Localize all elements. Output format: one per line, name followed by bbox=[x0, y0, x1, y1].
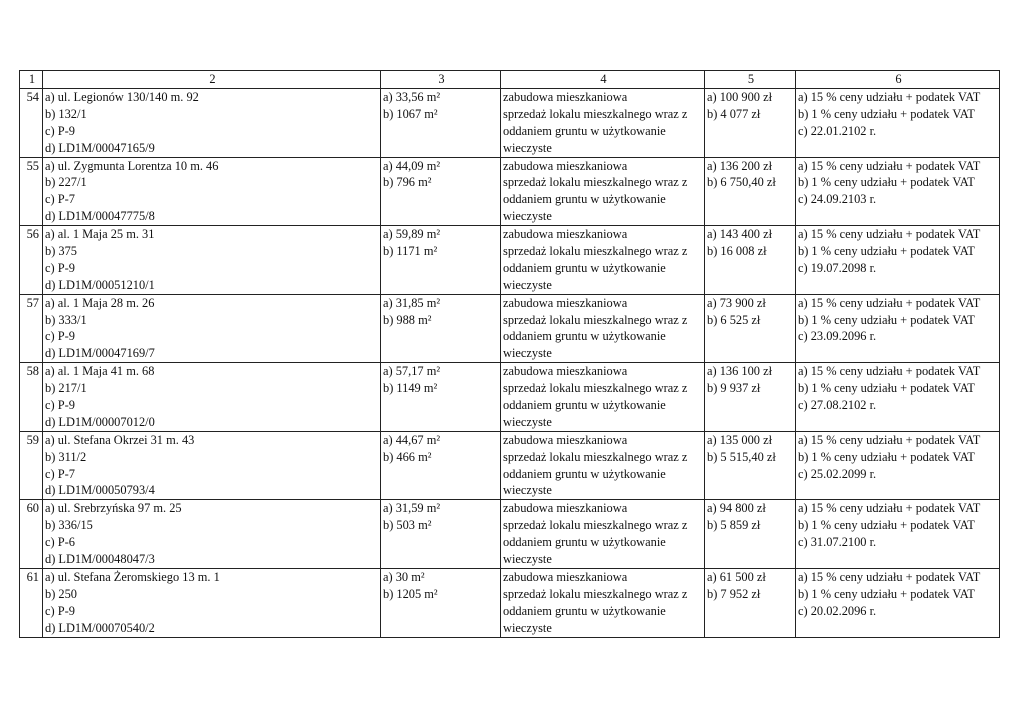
address-cell bbox=[43, 500, 381, 569]
header-col-6: 6 bbox=[796, 71, 1000, 89]
address-line: d) LD1M/00070540/2 bbox=[45, 620, 155, 635]
purpose-line: wieczyste bbox=[503, 346, 552, 361]
address-cell bbox=[43, 363, 381, 432]
area-line: a) 31,59 m² bbox=[383, 501, 441, 516]
terms-line: b) 1 % ceny udziału + podatek VAT bbox=[798, 449, 975, 464]
purpose-line: zabudowa mieszkaniowa bbox=[503, 364, 628, 379]
address-cell bbox=[43, 157, 381, 226]
purpose-line: oddaniem gruntu w użytkowanie bbox=[503, 535, 666, 550]
address-line: b) 227/1 bbox=[45, 175, 87, 190]
address-line: c) P-9 bbox=[45, 398, 75, 413]
price-line: a) 143 400 zł bbox=[707, 227, 773, 242]
area-line: a) 33,56 m² bbox=[383, 90, 441, 104]
terms-cell bbox=[796, 157, 1000, 226]
address-line: b) 375 bbox=[45, 244, 78, 259]
address-line: c) P-7 bbox=[45, 466, 75, 481]
address-line: c) P-6 bbox=[45, 535, 75, 550]
purpose-cell bbox=[501, 431, 705, 500]
address-line: b) 311/2 bbox=[45, 449, 87, 464]
terms-line: c) 25.02.2099 r. bbox=[798, 466, 877, 481]
property-table bbox=[19, 70, 1000, 638]
area-cell bbox=[381, 89, 501, 158]
price-line: a) 94 800 zł bbox=[707, 501, 766, 516]
terms-line: a) 15 % ceny udziału + podatek VAT bbox=[798, 90, 981, 104]
purpose-line: wieczyste bbox=[503, 209, 552, 224]
address-line: c) P-9 bbox=[45, 603, 75, 618]
purpose-cell bbox=[501, 568, 705, 637]
area-line: b) 503 m² bbox=[383, 518, 432, 533]
terms-line: a) 15 % ceny udziału + podatek VAT bbox=[798, 295, 981, 310]
price-line: a) 135 000 zł bbox=[707, 432, 773, 447]
row-number: 59 bbox=[20, 431, 43, 500]
area-line: a) 44,67 m² bbox=[383, 432, 441, 447]
terms-line: c) 20.02.2096 r. bbox=[798, 603, 877, 618]
price-cell bbox=[705, 89, 796, 158]
address-line: b) 333/1 bbox=[45, 312, 87, 327]
terms-line: a) 15 % ceny udziału + podatek VAT bbox=[798, 227, 981, 242]
header-row bbox=[20, 71, 1000, 89]
terms-cell bbox=[796, 431, 1000, 500]
area-line: b) 796 m² bbox=[383, 175, 432, 190]
terms-line: b) 1 % ceny udziału + podatek VAT bbox=[798, 244, 975, 259]
purpose-line: wieczyste bbox=[503, 140, 552, 155]
area-line: a) 59,89 m² bbox=[383, 227, 441, 242]
terms-cell bbox=[796, 363, 1000, 432]
purpose-line: oddaniem gruntu w użytkowanie bbox=[503, 260, 666, 275]
terms-cell bbox=[796, 294, 1000, 363]
address-line: d) LD1M/00007012/0 bbox=[45, 414, 155, 429]
price-line: b) 6 525 zł bbox=[707, 312, 761, 327]
address-line: a) ul. Srebrzyńska 97 m. 25 bbox=[45, 501, 182, 516]
purpose-line: oddaniem gruntu w użytkowanie bbox=[503, 466, 666, 481]
purpose-line: sprzedaż lokalu mieszkalnego wraz z bbox=[503, 312, 688, 327]
area-cell bbox=[381, 157, 501, 226]
address-line: c) P-9 bbox=[45, 260, 75, 275]
terms-cell bbox=[796, 226, 1000, 295]
address-line: a) ul. Legionów 130/140 m. 92 bbox=[45, 90, 199, 104]
table-row bbox=[20, 294, 1000, 363]
price-line: a) 100 900 zł bbox=[707, 90, 773, 104]
price-cell bbox=[705, 226, 796, 295]
price-line: a) 136 200 zł bbox=[707, 158, 773, 173]
address-line: a) al. 1 Maja 41 m. 68 bbox=[45, 364, 155, 379]
price-line: b) 9 937 zł bbox=[707, 381, 761, 396]
row-number: 56 bbox=[20, 226, 43, 295]
price-line: a) 136 100 zł bbox=[707, 364, 773, 379]
document-page bbox=[19, 70, 999, 638]
table-body bbox=[20, 89, 1000, 638]
header-col-3: 3 bbox=[381, 71, 501, 89]
terms-line: a) 15 % ceny udziału + podatek VAT bbox=[798, 501, 981, 516]
address-line: d) LD1M/00050793/4 bbox=[45, 483, 155, 498]
row-number: 61 bbox=[20, 568, 43, 637]
address-line: b) 336/15 bbox=[45, 518, 93, 533]
terms-cell bbox=[796, 500, 1000, 569]
header-col-2: 2 bbox=[43, 71, 381, 89]
table-row bbox=[20, 500, 1000, 569]
row-number: 54 bbox=[20, 89, 43, 158]
address-line: a) al. 1 Maja 25 m. 31 bbox=[45, 227, 155, 242]
purpose-line: zabudowa mieszkaniowa bbox=[503, 501, 628, 516]
row-number: 58 bbox=[20, 363, 43, 432]
area-cell bbox=[381, 568, 501, 637]
address-line: a) al. 1 Maja 28 m. 26 bbox=[45, 295, 155, 310]
address-cell bbox=[43, 226, 381, 295]
address-line: d) LD1M/00051210/1 bbox=[45, 277, 155, 292]
row-number: 57 bbox=[20, 294, 43, 363]
purpose-cell bbox=[501, 157, 705, 226]
area-line: b) 1205 m² bbox=[383, 586, 438, 601]
price-line: b) 5 515,40 zł bbox=[707, 449, 776, 464]
area-cell bbox=[381, 294, 501, 363]
address-line: d) LD1M/00047169/7 bbox=[45, 346, 155, 361]
address-line: a) ul. Stefana Żeromskiego 13 m. 1 bbox=[45, 569, 220, 584]
area-line: a) 57,17 m² bbox=[383, 364, 441, 379]
terms-line: b) 1 % ceny udziału + podatek VAT bbox=[798, 381, 975, 396]
purpose-line: sprzedaż lokalu mieszkalnego wraz z bbox=[503, 106, 688, 121]
terms-line: a) 15 % ceny udziału + podatek VAT bbox=[798, 432, 981, 447]
address-cell bbox=[43, 294, 381, 363]
price-cell bbox=[705, 294, 796, 363]
table-header bbox=[20, 71, 1000, 89]
price-cell bbox=[705, 500, 796, 569]
area-line: a) 30 m² bbox=[383, 569, 425, 584]
purpose-line: zabudowa mieszkaniowa bbox=[503, 158, 628, 173]
price-line: a) 73 900 zł bbox=[707, 295, 766, 310]
price-line: b) 7 952 zł bbox=[707, 586, 761, 601]
purpose-line: sprzedaż lokalu mieszkalnego wraz z bbox=[503, 244, 688, 259]
terms-line: c) 19.07.2098 r. bbox=[798, 260, 877, 275]
purpose-line: zabudowa mieszkaniowa bbox=[503, 90, 628, 104]
terms-line: a) 15 % ceny udziału + podatek VAT bbox=[798, 569, 981, 584]
purpose-cell bbox=[501, 226, 705, 295]
purpose-line: wieczyste bbox=[503, 620, 552, 635]
address-line: c) P-9 bbox=[45, 123, 75, 138]
purpose-line: sprzedaż lokalu mieszkalnego wraz z bbox=[503, 586, 688, 601]
purpose-line: sprzedaż lokalu mieszkalnego wraz z bbox=[503, 449, 688, 464]
price-line: b) 5 859 zł bbox=[707, 518, 761, 533]
purpose-line: oddaniem gruntu w użytkowanie bbox=[503, 603, 666, 618]
address-line: b) 250 bbox=[45, 586, 78, 601]
terms-line: c) 31.07.2100 r. bbox=[798, 535, 877, 550]
area-line: a) 31,85 m² bbox=[383, 295, 441, 310]
purpose-line: wieczyste bbox=[503, 552, 552, 567]
purpose-cell bbox=[501, 363, 705, 432]
purpose-line: zabudowa mieszkaniowa bbox=[503, 569, 628, 584]
area-cell bbox=[381, 500, 501, 569]
table-row bbox=[20, 89, 1000, 158]
address-cell bbox=[43, 431, 381, 500]
purpose-line: oddaniem gruntu w użytkowanie bbox=[503, 192, 666, 207]
area-line: b) 1171 m² bbox=[383, 244, 438, 259]
header-col-4: 4 bbox=[501, 71, 705, 89]
address-cell bbox=[43, 89, 381, 158]
terms-line: b) 1 % ceny udziału + podatek VAT bbox=[798, 106, 975, 121]
purpose-line: oddaniem gruntu w użytkowanie bbox=[503, 398, 666, 413]
terms-line: c) 27.08.2102 r. bbox=[798, 398, 877, 413]
purpose-line: sprzedaż lokalu mieszkalnego wraz z bbox=[503, 175, 688, 190]
price-line: b) 6 750,40 zł bbox=[707, 175, 776, 190]
price-line: a) 61 500 zł bbox=[707, 569, 766, 584]
table-row bbox=[20, 431, 1000, 500]
terms-line: b) 1 % ceny udziału + podatek VAT bbox=[798, 312, 975, 327]
address-line: d) LD1M/00047165/9 bbox=[45, 140, 155, 155]
price-cell bbox=[705, 431, 796, 500]
address-cell bbox=[43, 568, 381, 637]
price-cell bbox=[705, 157, 796, 226]
area-line: b) 1067 m² bbox=[383, 106, 438, 121]
terms-line: b) 1 % ceny udziału + podatek VAT bbox=[798, 586, 975, 601]
purpose-cell bbox=[501, 294, 705, 363]
purpose-line: wieczyste bbox=[503, 277, 552, 292]
purpose-line: wieczyste bbox=[503, 414, 552, 429]
purpose-line: zabudowa mieszkaniowa bbox=[503, 432, 628, 447]
table-row bbox=[20, 363, 1000, 432]
purpose-cell bbox=[501, 89, 705, 158]
area-cell bbox=[381, 226, 501, 295]
area-cell bbox=[381, 363, 501, 432]
terms-line: a) 15 % ceny udziału + podatek VAT bbox=[798, 364, 981, 379]
terms-line: a) 15 % ceny udziału + podatek VAT bbox=[798, 158, 981, 173]
price-line: b) 4 077 zł bbox=[707, 106, 761, 121]
header-col-1: 1 bbox=[20, 71, 43, 89]
header-col-5: 5 bbox=[705, 71, 796, 89]
purpose-line: zabudowa mieszkaniowa bbox=[503, 227, 628, 242]
table-row bbox=[20, 157, 1000, 226]
price-cell bbox=[705, 568, 796, 637]
purpose-cell bbox=[501, 500, 705, 569]
price-line: b) 16 008 zł bbox=[707, 244, 767, 259]
address-line: d) LD1M/00047775/8 bbox=[45, 209, 155, 224]
price-cell bbox=[705, 363, 796, 432]
terms-line: c) 22.01.2102 r. bbox=[798, 123, 877, 138]
row-number: 55 bbox=[20, 157, 43, 226]
area-cell bbox=[381, 431, 501, 500]
purpose-line: oddaniem gruntu w użytkowanie bbox=[503, 329, 666, 344]
terms-line: b) 1 % ceny udziału + podatek VAT bbox=[798, 518, 975, 533]
terms-cell bbox=[796, 89, 1000, 158]
address-line: a) ul. Zygmunta Lorentza 10 m. 46 bbox=[45, 158, 219, 173]
terms-cell bbox=[796, 568, 1000, 637]
area-line: a) 44,09 m² bbox=[383, 158, 441, 173]
purpose-line: zabudowa mieszkaniowa bbox=[503, 295, 628, 310]
table-row bbox=[20, 226, 1000, 295]
row-number: 60 bbox=[20, 500, 43, 569]
area-line: b) 1149 m² bbox=[383, 381, 438, 396]
address-line: c) P-9 bbox=[45, 329, 75, 344]
area-line: b) 988 m² bbox=[383, 312, 432, 327]
address-line: c) P-7 bbox=[45, 192, 75, 207]
address-line: d) LD1M/00048047/3 bbox=[45, 552, 155, 567]
address-line: b) 217/1 bbox=[45, 381, 87, 396]
table-row bbox=[20, 568, 1000, 637]
terms-line: b) 1 % ceny udziału + podatek VAT bbox=[798, 175, 975, 190]
area-line: b) 466 m² bbox=[383, 449, 432, 464]
purpose-line: sprzedaż lokalu mieszkalnego wraz z bbox=[503, 518, 688, 533]
purpose-line: wieczyste bbox=[503, 483, 552, 498]
terms-line: c) 24.09.2103 r. bbox=[798, 192, 877, 207]
address-line: b) 132/1 bbox=[45, 106, 87, 121]
purpose-line: sprzedaż lokalu mieszkalnego wraz z bbox=[503, 381, 688, 396]
purpose-line: oddaniem gruntu w użytkowanie bbox=[503, 123, 666, 138]
terms-line: c) 23.09.2096 r. bbox=[798, 329, 877, 344]
address-line: a) ul. Stefana Okrzei 31 m. 43 bbox=[45, 432, 195, 447]
